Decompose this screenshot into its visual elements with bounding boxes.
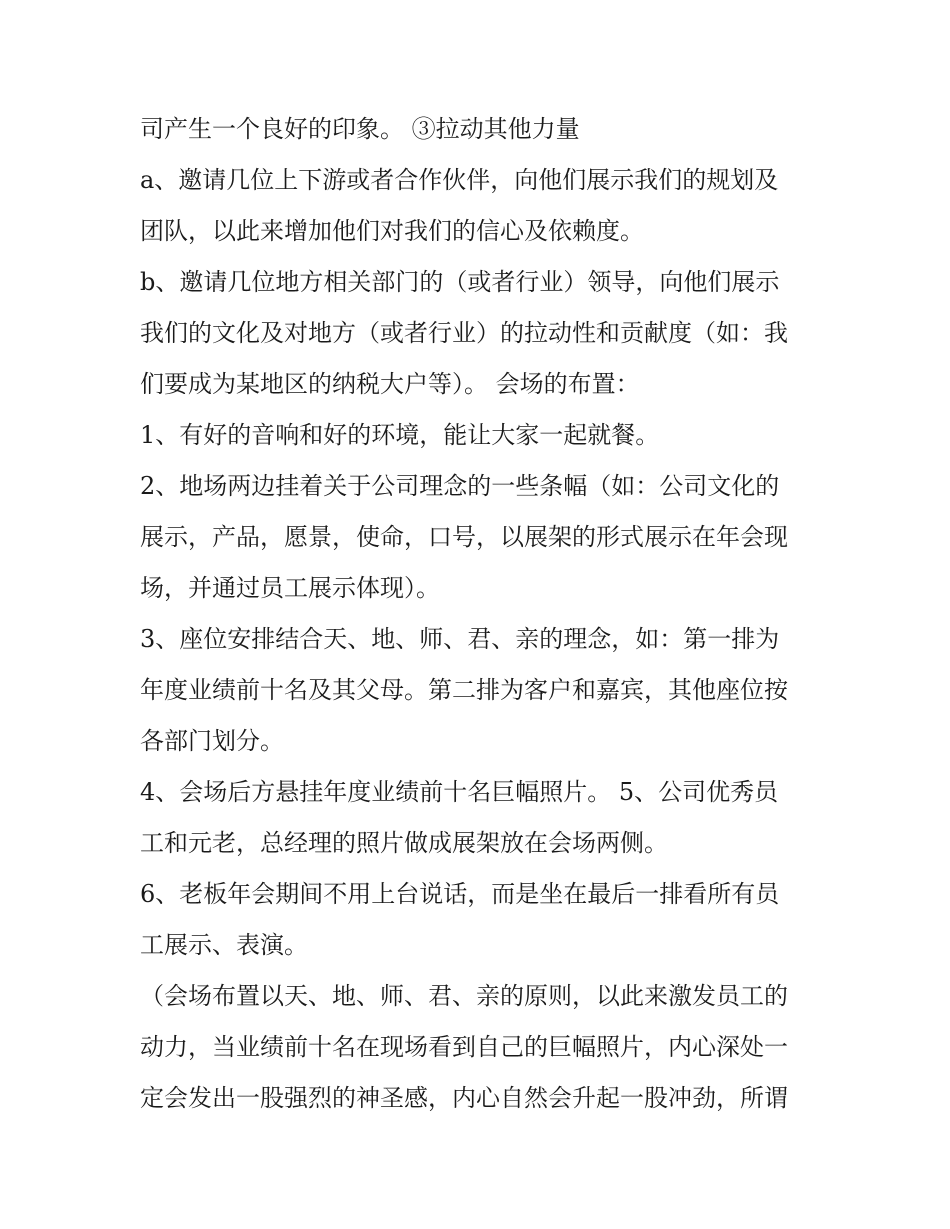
text-line: 团队，以此来增加他们对我们的信心及依赖度。 (140, 217, 644, 245)
text-line: 1、有好的音响和好的环境，能让大家一起就餐。 (140, 421, 660, 449)
text-line: （会场布置以天、地、师、君、亲的原则，以此来激发员工的 (140, 982, 788, 1010)
text-line: 工展示、表演。 (140, 931, 308, 959)
text-line: 们要成为某地区的纳税大户等）。 会场的布置： (140, 370, 640, 398)
text-line: b、邀请几位地方相关部门的（或者行业）领导，向他们展示 (140, 268, 780, 296)
text-line: 年度业绩前十名及其父母。第二排为客户和嘉宾，其他座位按 (140, 676, 788, 704)
text-line: 工和元老，总经理的照片做成展架放在会场两侧。 (140, 829, 668, 857)
text-line: 6、老板年会期间不用上台说话，而是坐在最后一排看所有员 (140, 880, 780, 908)
text-line: 定会发出一股强烈的神圣感，内心自然会升起一股冲劲，所谓 (140, 1084, 788, 1112)
text-line: 各部门划分。 (140, 727, 284, 755)
text-line: 4、会场后方悬挂年度业绩前十名巨幅照片。 5、公司优秀员 (140, 778, 779, 806)
text-line: 展示，产品，愿景，使命，口号，以展架的形式展示在年会现 (140, 523, 788, 551)
text-line: 场，并通过员工展示体现）。 (140, 574, 440, 602)
text-line: 我们的文化及对地方（或者行业）的拉动性和贡献度（如：我 (140, 319, 788, 347)
text-line: 司产生一个良好的印象。 ③拉动其他力量 (140, 115, 580, 143)
document-body (140, 104, 820, 1124)
text-line: 动力，当业绩前十名在现场看到自己的巨幅照片，内心深处一 (140, 1033, 788, 1061)
text-line: 3、座位安排结合天、地、师、君、亲的理念，如：第一排为 (140, 625, 780, 653)
text-line: a、邀请几位上下游或者合作伙伴，向他们展示我们的规划及 (140, 166, 779, 194)
text-line: 2、地场两边挂着关于公司理念的一些条幅（如：公司文化的 (140, 472, 780, 500)
